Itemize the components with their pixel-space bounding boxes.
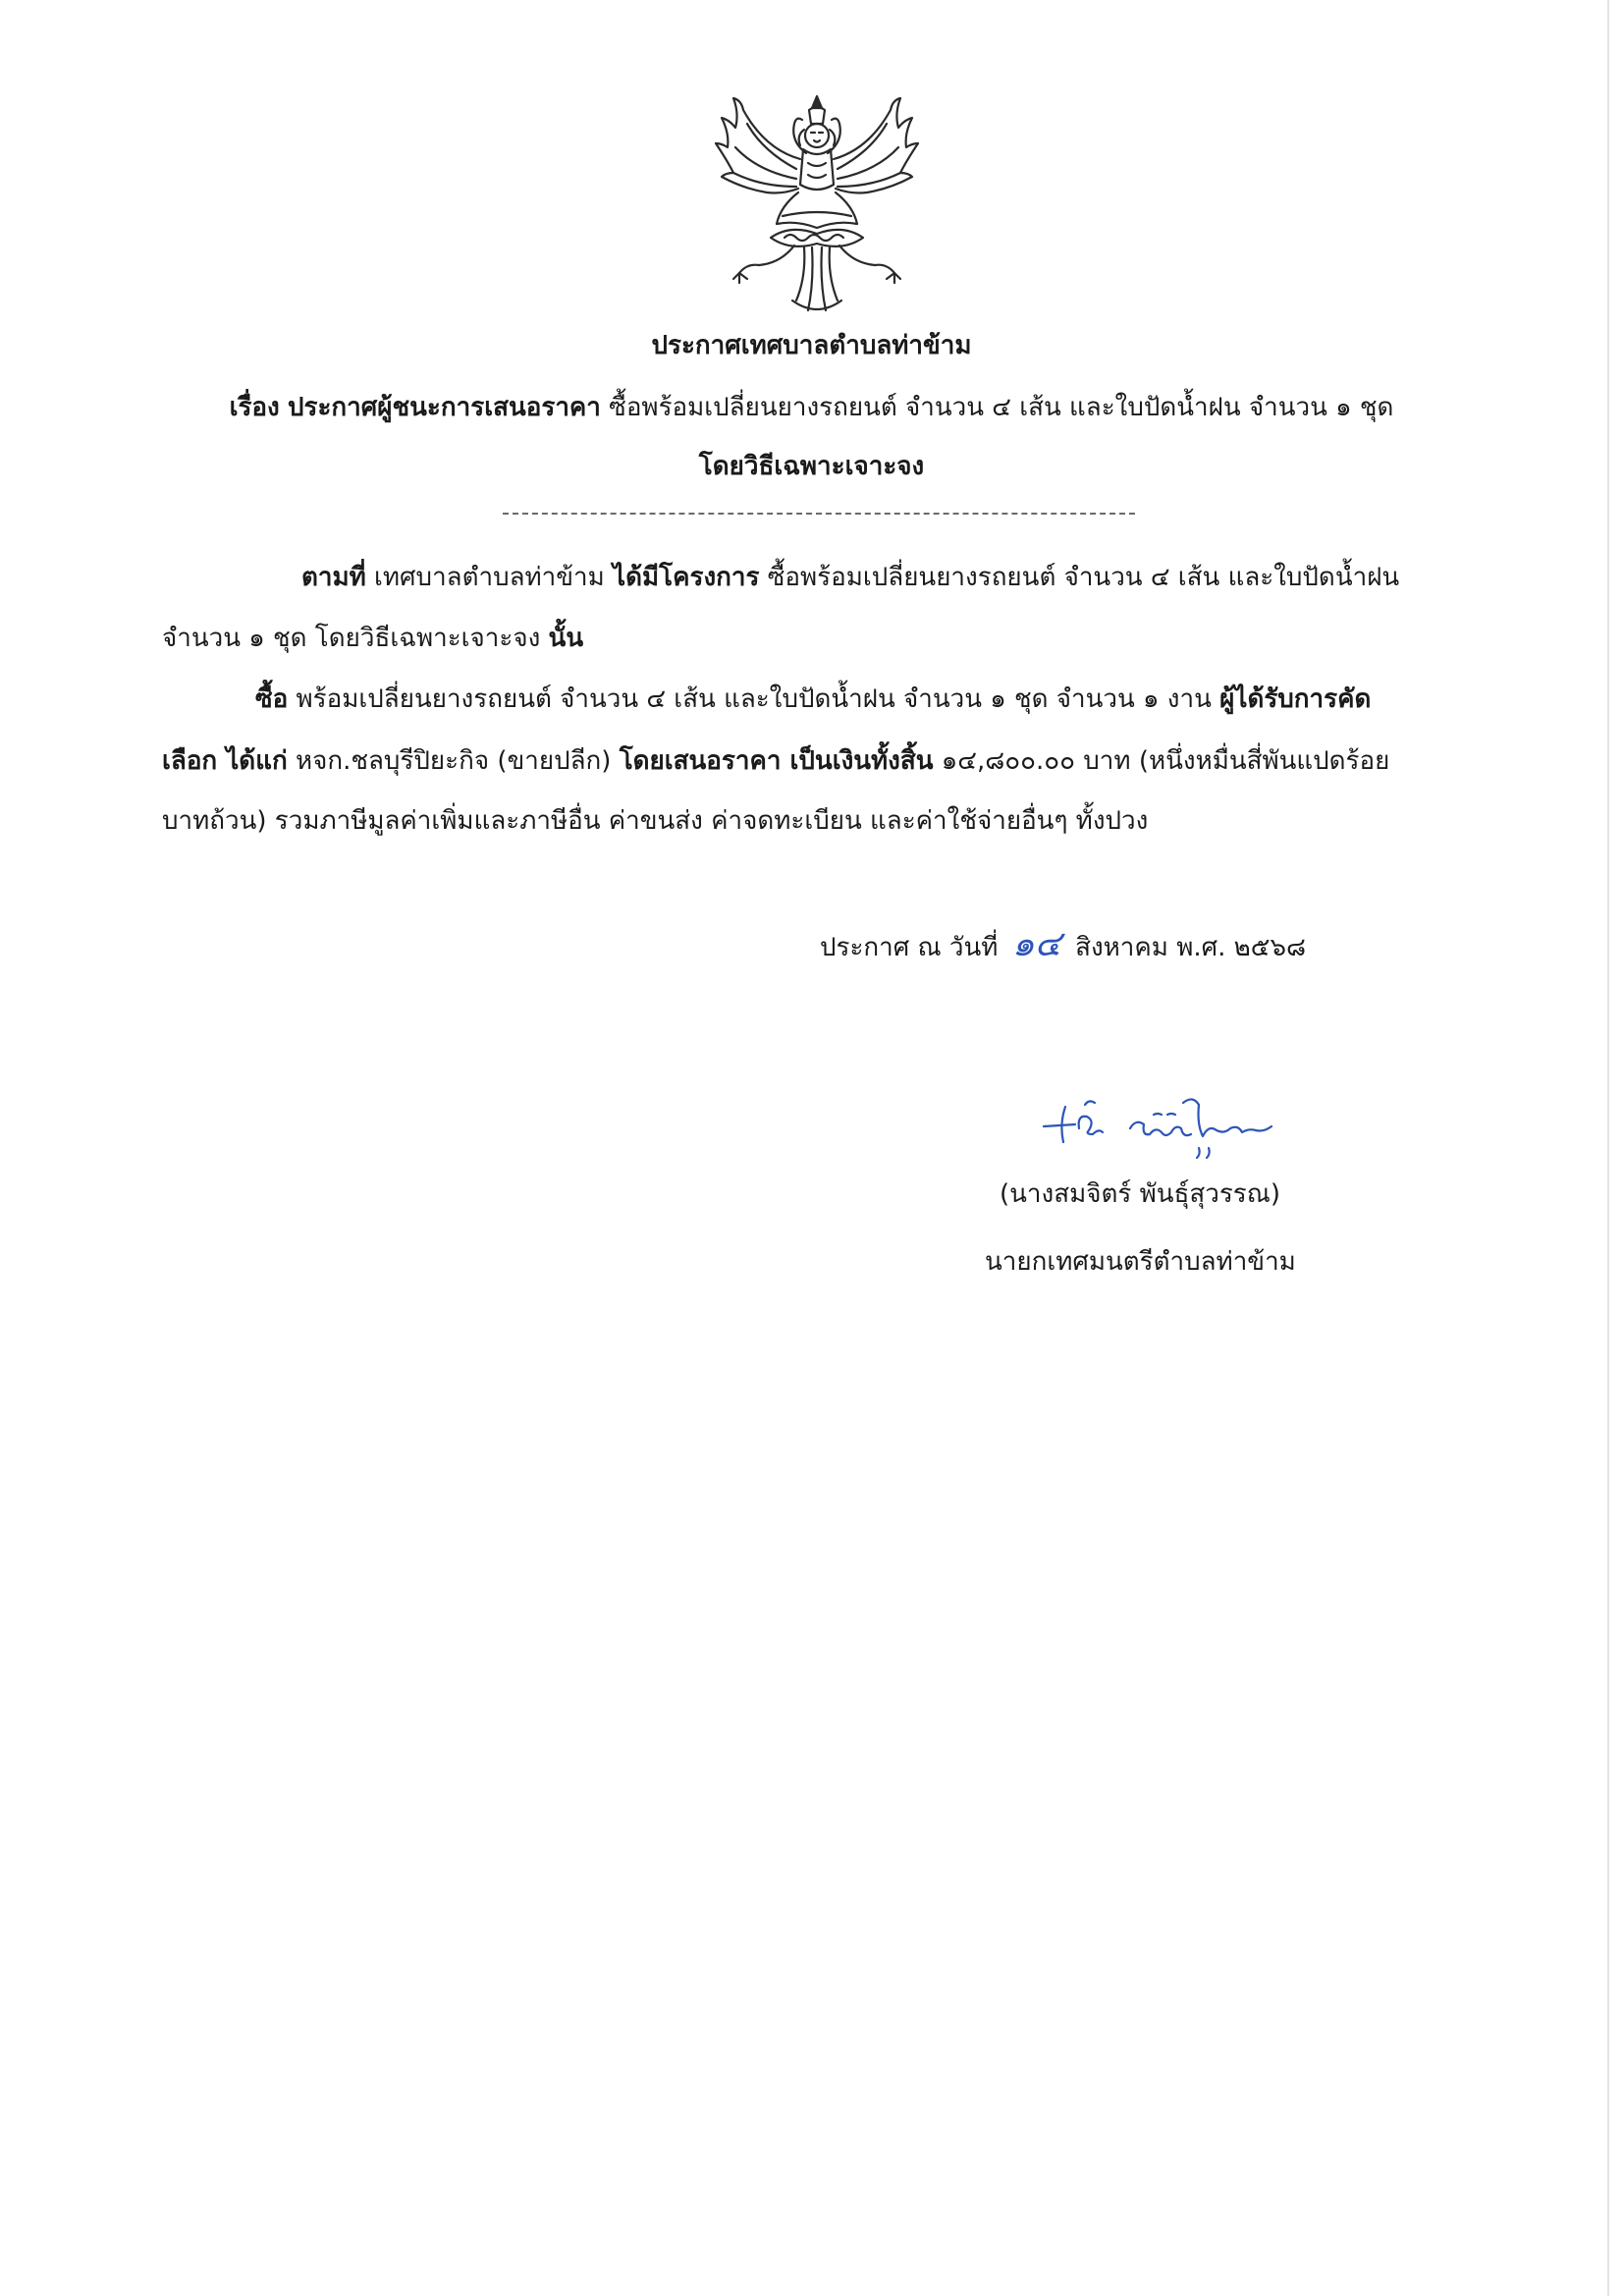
- p2-price-label: โดยเสนอราคา เป็นเงินทั้งสิ้น: [619, 746, 934, 776]
- paragraph-1-line-2: [162, 619, 583, 658]
- handwritten-signature: [1036, 1085, 1281, 1162]
- divider: [503, 513, 1135, 515]
- p2-lead: ซื้อ: [255, 684, 289, 714]
- p1-rest: ซื้อพร้อมเปลี่ยนยางรถยนต์ จำนวน ๔ เส้น และใบปัดน้ำฝน: [767, 563, 1400, 592]
- paragraph-2-line-2: [162, 741, 1389, 781]
- date-month-year: สิงหาคม พ.ศ. ๒๕๖๘: [1075, 933, 1307, 962]
- p2-text1: พร้อมเปลี่ยนยางรถยนต์ จำนวน ๔ เส้น และใบปัดน้ำฝน จำนวน ๑ ชุด จำนวน ๑ งาน: [296, 684, 1212, 714]
- signatory-position: นายกเทศมนตรีตำบลท่าข้าม: [985, 1247, 1296, 1277]
- date-prefix: ประกาศ ณ วันที่: [820, 933, 999, 962]
- paragraph-1-line-1: [301, 558, 1399, 597]
- subject-line: [0, 388, 1623, 427]
- paragraph-2-line-3: บาทถ้วน) รวมภาษีมูลค่าเพิ่มและภาษีอื่น ค่าขนส่ง ค่าจดทะเบียน และค่าใช้จ่ายอื่นๆ ทั้งปวง: [162, 806, 1149, 836]
- subject-method: โดยวิธีเฉพาะเจาะจง: [698, 452, 925, 481]
- p2-winner: หจก.ชลบุรีปิยะกิจ (ขายปลีก): [295, 746, 612, 776]
- subject-heading: ประกาศผู้ชนะการเสนอราคา: [288, 393, 601, 422]
- p2-winner-label-2: เลือก ได้แก่: [162, 746, 288, 776]
- p2-amount: ๑๔,๘๐๐.๐๐ บาท (หนึ่งหมื่นสี่พันแปดร้อย: [941, 746, 1390, 776]
- date-day-handwritten: ๑๔: [1011, 924, 1061, 964]
- p1-verb: ได้มีโครงการ: [613, 563, 760, 592]
- p1-lead: ตามที่: [301, 563, 366, 592]
- p2-winner-label-1: ผู้ได้รับการคัด: [1219, 684, 1372, 714]
- p1-agency: เทศบาลตำบลท่าข้าม: [374, 563, 605, 592]
- subject-label: เรื่อง: [229, 393, 280, 422]
- garuda-emblem-icon: [712, 90, 923, 321]
- subject-text: ซื้อพร้อมเปลี่ยนยางรถยนต์ จำนวน ๔ เส้น และใบปัดน้ำฝน จำนวน ๑ ชุด: [609, 393, 1394, 422]
- p1-line2-text: จำนวน ๑ ชุด โดยวิธีเฉพาะเจาะจง: [162, 624, 541, 653]
- p1-line2-end: นั้น: [548, 624, 584, 653]
- page-title: ประกาศเทศบาลตำบลท่าข้าม: [651, 331, 972, 360]
- announcement-date: [820, 925, 1306, 967]
- signatory-name: (นางสมจิตร์ พันธุ์สุวรรณ): [1000, 1179, 1281, 1209]
- paragraph-2-line-1: [255, 680, 1371, 719]
